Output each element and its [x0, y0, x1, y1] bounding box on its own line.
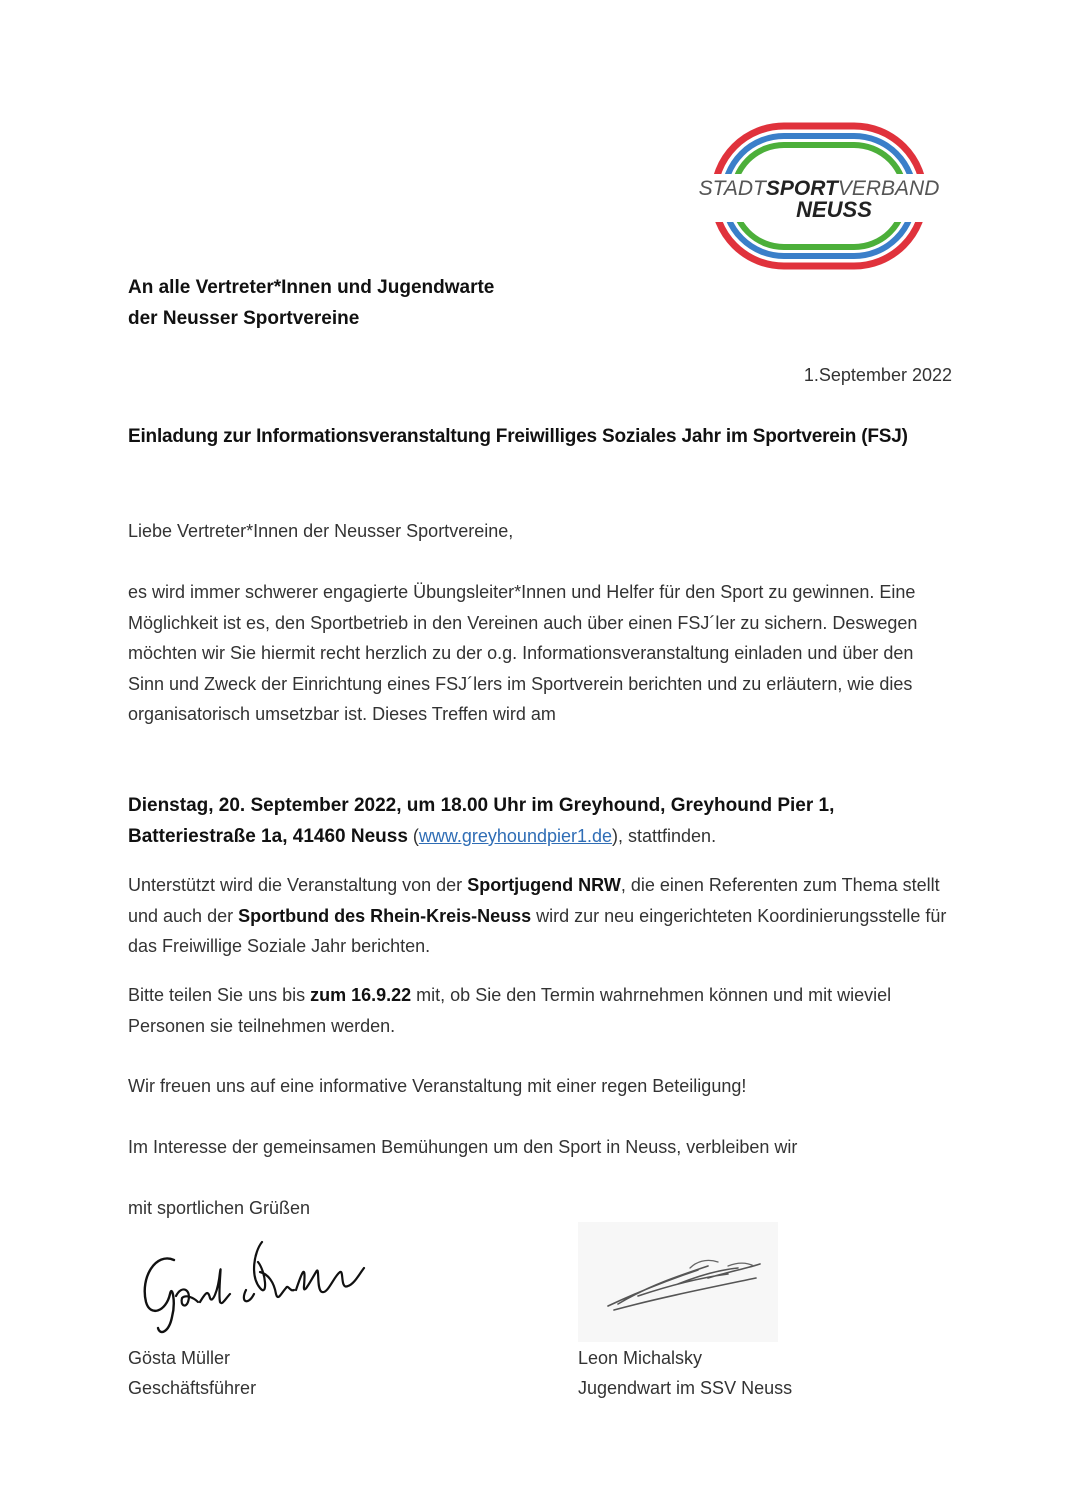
- salutation: Liebe Vertreter*Innen der Neusser Sportvereine,: [128, 521, 514, 541]
- para3-text-2: mit, ob Sie den Termin wahrnehmen können und mit wieviel Personen sie teilnehmen werden.: [128, 985, 892, 1036]
- sportbund-rhein-kreis-neuss: Sportbund des Rhein-Kreis-Neuss: [238, 905, 532, 926]
- logo-neuss: NEUSS: [796, 197, 872, 222]
- recipient-line-1: An alle Vertreter*Innen und Jugendwarte: [128, 277, 495, 298]
- event-open-paren: (: [407, 826, 419, 846]
- signature-goesta-mueller: [136, 1232, 376, 1342]
- signer-1: [128, 1343, 256, 1403]
- sportjugend-nrw: Sportjugend NRW: [467, 875, 621, 895]
- signer-2-title: Jugendwart im SSV Neuss: [578, 1378, 793, 1398]
- signature-leon-michalsky: [578, 1222, 778, 1342]
- signer-1-title: Geschäftsführer: [128, 1378, 257, 1398]
- closing-greeting: mit sportlichen Grüßen: [128, 1198, 311, 1218]
- rsvp-deadline: zum 16.9.22: [310, 985, 412, 1005]
- greyhound-website-link[interactable]: www.greyhoundpier1.de: [418, 826, 613, 846]
- para2-text-2: , die einen Referenten zum Thema stellt und auch der: [128, 875, 940, 926]
- recipient-line-2: der Neusser Sportvereine: [128, 308, 360, 329]
- stadtsportverband-logo: [698, 122, 940, 270]
- logo-sport: SPORT: [765, 177, 838, 200]
- signer-1-name: Gösta Müller: [128, 1348, 231, 1368]
- event-date-location: Dienstag, 20. September 2022, um 18.00 Uhr im Greyhound, Greyhound Pier 1, Batteriestraße 1a, 41460 Neuss: [128, 795, 835, 847]
- recipient-address: [128, 272, 494, 334]
- event-rest: ), stattfinden.: [612, 826, 717, 846]
- logo-stadt: STADT: [698, 177, 766, 200]
- event-details: [128, 790, 952, 852]
- para3-text-1: Bitte teilen Sie uns bis: [128, 985, 311, 1005]
- paragraph-interest: Im Interesse der gemeinsamen Bemühungen um den Sport in Neuss, verbleiben wir: [128, 1137, 798, 1157]
- paragraph-intro: es wird immer schwerer engagierte Übungsleiter*Innen und Helfer für den Sport zu gewinnen. Eine Möglichkeit ist es, den Sportbetrieb in den Vereinen auch über einen FSJ´ler zu sichern. Deswegen möchten wir Sie hiermit recht herzlich zu der o.g. Informationsveranstaltung einladen und über den Sinn und Zweck der Einrichtung eines FSJ´lers im Sportverein berichten und zu erläutern, wie dies organisatorisch umsetzbar ist. Dieses Treffen wird am: [128, 582, 918, 724]
- para2-text-1: Unterstützt wird die Veranstaltung von der: [128, 875, 468, 895]
- signer-2: [578, 1343, 792, 1403]
- letter-date: 1.September 2022: [803, 365, 952, 385]
- paragraph-rsvp: [128, 980, 952, 1041]
- para2-text-3: wird zur neu eingerichteten Koordinierungsstelle für das Freiwillige Soziale Jahr berichten.: [128, 905, 947, 956]
- signer-2-name: Leon Michalsky: [578, 1348, 703, 1368]
- letter-subject: Einladung zur Informationsveranstaltung Freiwilliges Soziales Jahr im Sportverein (FSJ): [128, 426, 908, 447]
- logo-verband: VERBAND: [837, 177, 940, 200]
- paragraph-looking-forward: Wir freuen uns auf eine informative Veranstaltung mit einer regen Beteiligung!: [128, 1076, 747, 1096]
- paragraph-support: [128, 870, 952, 962]
